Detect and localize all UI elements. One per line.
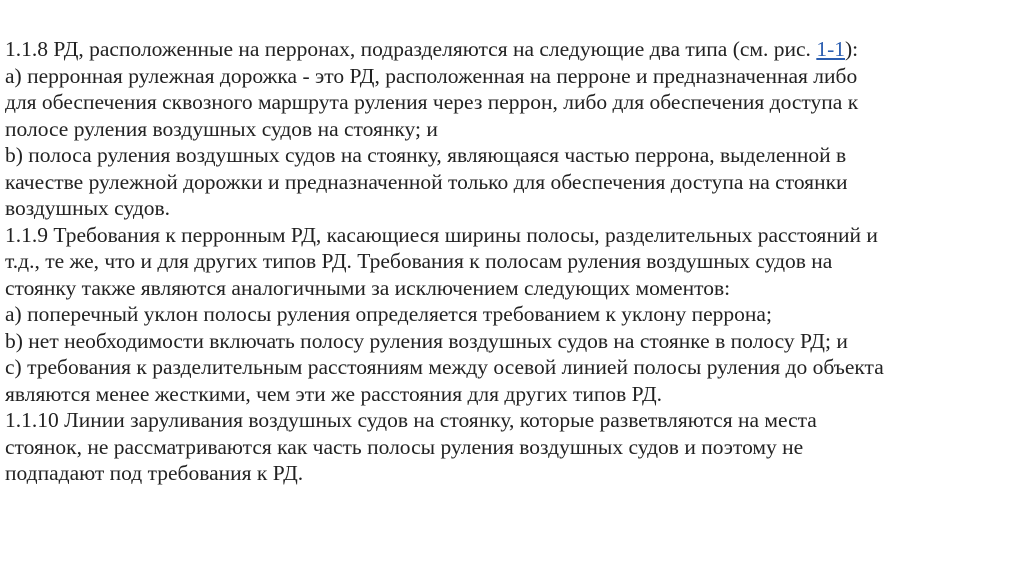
paragraph-1-1-8-text-end: ):: [844, 37, 859, 61]
paragraph-1-1-9-line-2: т.д., те же, что и для других типов РД. Требования к полосам руления воздушных судов на: [5, 249, 833, 273]
paragraph-1-1-8-line-1: [5, 36, 1017, 63]
paragraph-1-1-9-line-1: 1.1.9 Требования к перронным РД, касающиеся ширины полосы, разделительных расстояний и: [5, 222, 878, 247]
document-body: [5, 36, 1017, 487]
paragraph-1-1-8-text: 1.1.8 РД, расположенные на перронах, подразделяются на следующие два типа (см. рис.: [5, 37, 817, 61]
paragraph-1-1-10-line-3: подпадают под требования к РД.: [5, 461, 304, 485]
paragraph-1-1-8-line-6: качестве рулежной дорожки и предназначенной только для обеспечения доступа на стоянки: [5, 169, 848, 194]
paragraph-1-1-9-line-4: а) поперечный уклон полосы руления определяется требованием к уклону перрона;: [5, 302, 772, 326]
paragraph-1-1-8-line-3: для обеспечения сквозного маршрута руления через перрон, либо для обеспечения доступа к: [5, 90, 859, 114]
paragraph-1-1-9-line-6: с) требования к разделительным расстояниям между осевой линией полосы руления до объекта: [5, 355, 884, 379]
paragraph-1-1-10-line-1: 1.1.10 Линии заруливания воздушных судов на стоянку, которые разветвляются на места: [5, 408, 817, 432]
paragraph-1-1-8-line-2: а) перронная рулежная дорожка - это РД, расположенная на перроне и предназначенная либо: [5, 63, 858, 88]
paragraph-1-1-10-line-2: стоянок, не рассматриваются как часть полосы руления воздушных судов и поэтому не: [5, 434, 804, 459]
paragraph-1-1-8-line-7: воздушных судов.: [5, 196, 171, 220]
paragraph-1-1-9-line-5: b) нет необходимости включать полосу руления воздушных судов на стоянке в полосу РД; и: [5, 328, 848, 353]
paragraph-1-1-9-line-3: стоянку также являются аналогичными за исключением следующих моментов:: [5, 275, 731, 300]
paragraph-1-1-9-line-7: являются менее жесткими, чем эти же расстояния для других типов РД.: [5, 381, 663, 406]
figure-1-1-link[interactable]: 1-1: [816, 37, 845, 61]
paragraph-1-1-8-line-4: полосе руления воздушных судов на стоянку; и: [5, 116, 438, 141]
paragraph-1-1-8-line-5: b) полоса руления воздушных судов на стоянку, являющаяся частью перрона, выделенной в: [5, 143, 847, 167]
